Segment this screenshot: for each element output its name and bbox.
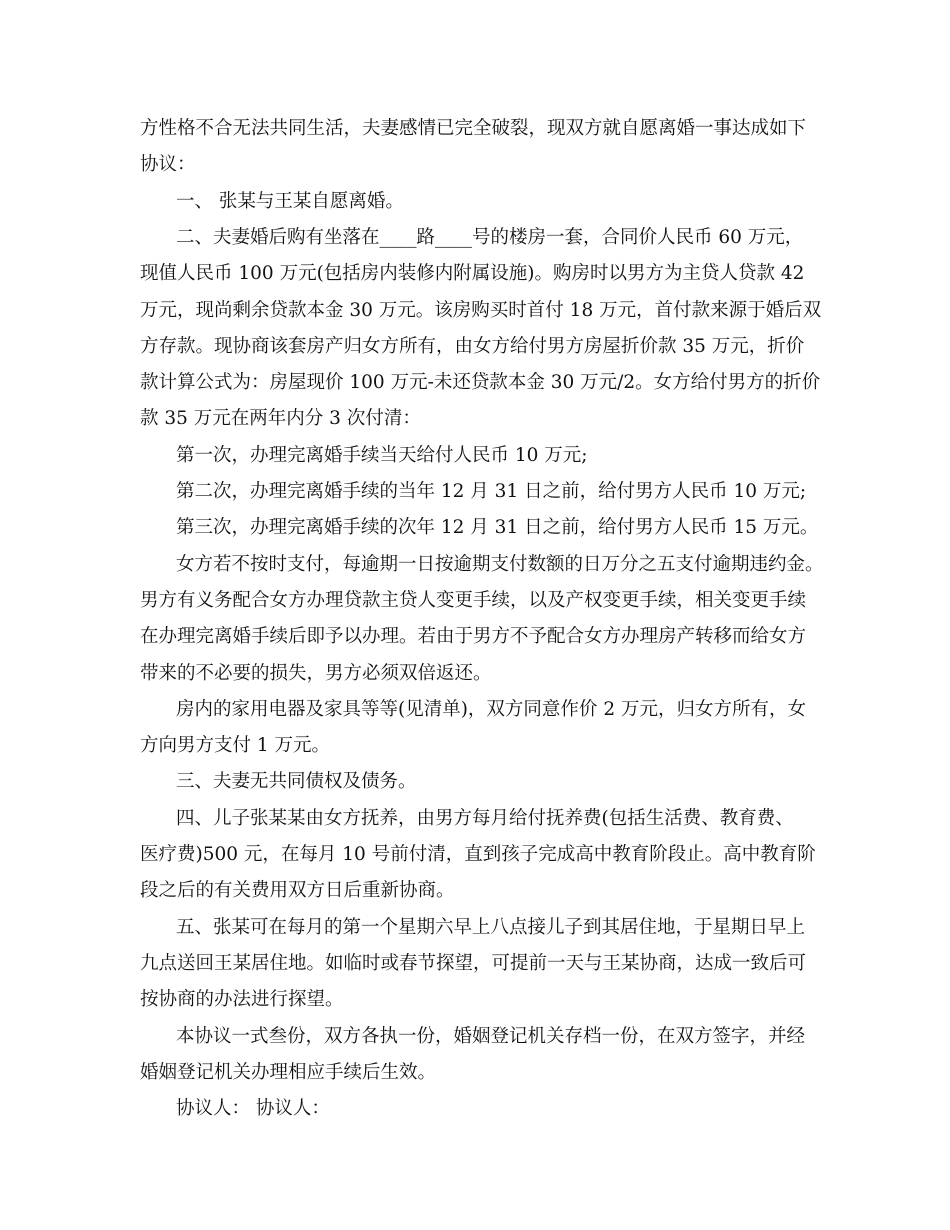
text-line: 方存款。现协商该套房产归女方所有，由女方给付男方房屋折价款 35 万元，折价	[140, 336, 805, 357]
text-line: 九点送回王某居住地。如临时或春节探望，可提前一天与王某协商，达成一致后可	[140, 953, 807, 974]
text-line: 方性格不合无法共同生活，夫妻感情已完全破裂，现双方就自愿离婚一事达成如下	[140, 118, 807, 139]
text-line: 协议：	[140, 154, 196, 175]
text-line: 四、儿子张某某由女方抚养，由男方每月给付抚养费(包括生活费、教育费、	[176, 808, 794, 829]
text-line: 第二次，办理完离婚手续的当年 12 月 31 日之前，给付男方人民币 10 万元;	[176, 481, 807, 502]
text-line: 款 35 万元在两年内分 3 次付清：	[140, 408, 421, 429]
text-line: 段之后的有关费用双方日后重新协商。	[140, 880, 455, 901]
text-line: 三、夫妻无共同债权及债务。	[176, 771, 417, 792]
text-line: 在办理完离婚手续后即予以办理。若由于男方不予配合女方办理房产转移而给女方	[140, 626, 807, 647]
text-line: 现值人民币 100 万元(包括房内装修内附属设施)。购房时以男方为主贷人贷款 42	[140, 263, 805, 284]
text-line: 一、 张某与王某自愿离婚。	[176, 191, 404, 212]
text-line: 款计算公式为：房屋现价 100 万元-未还贷款本金 30 万元/2。女方给付男方的折价	[140, 372, 821, 393]
text-line: 男方有义务配合女方办理贷款主贷人变更手续，以及产权变更手续，相关变更手续	[140, 590, 807, 611]
text-line: 按协商的办法进行探望。	[140, 989, 344, 1010]
text-line: 第三次，办理完离婚手续的次年 12 月 31 日之前，给付男方人民币 15 万元。	[176, 517, 819, 538]
text-line: 本协议一式叁份，双方各执一份，婚姻登记机关存档一份，在双方签字，并经	[176, 1026, 806, 1047]
text-line: 第一次，办理完离婚手续当天给付人民币 10 万元;	[176, 445, 588, 466]
text-line: 协议人： 协议人：	[176, 1098, 330, 1119]
text-line: 方向男方支付 1 万元。	[140, 735, 331, 756]
text-line: 二、夫妻婚后购有坐落在____路____号的楼房一套，合同价人民币 60 万元，	[176, 227, 804, 248]
text-line: 五、张某可在每月的第一个星期六早上八点接儿子到其居住地，于星期日早上	[176, 917, 806, 938]
text-line: 房内的家用电器及家具等等(见清单)，双方同意作价 2 万元，归女方所有，女	[176, 699, 806, 720]
text-line: 带来的不必要的损失，男方必须双倍返还。	[140, 663, 492, 684]
text-line: 医疗费)500 元，在每月 10 号前付清，直到孩子完成高中教育阶段止。高中教育阶	[140, 844, 816, 865]
text-line: 婚姻登记机关办理相应手续后生效。	[140, 1062, 437, 1083]
text-line: 万元，现尚剩余贷款本金 30 万元。该房购买时首付 18 万元，首付款来源于婚后双	[140, 300, 822, 321]
text-line: 女方若不按时支付，每逾期一日按逾期支付数额的日万分之五支付逾期违约金。	[176, 554, 824, 575]
